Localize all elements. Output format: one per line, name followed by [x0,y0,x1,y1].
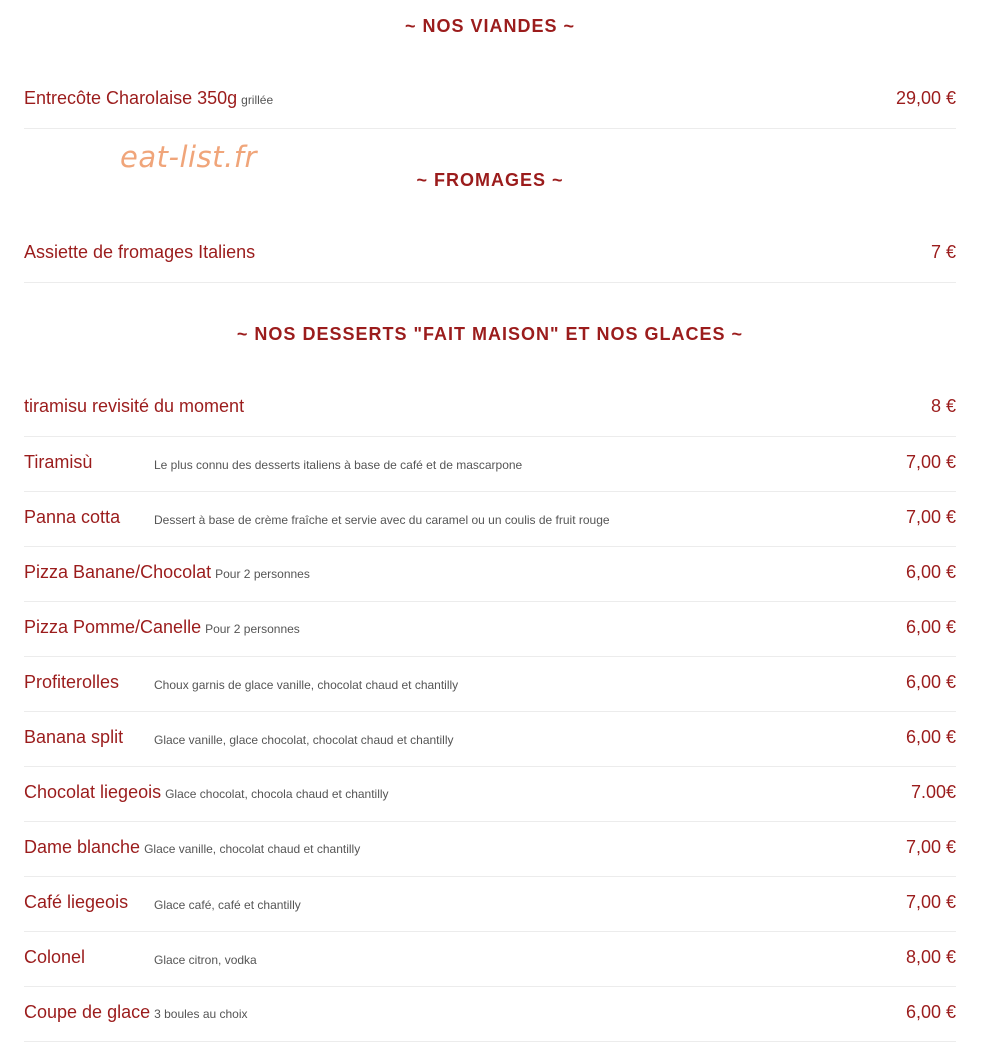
item-name: Colonel [24,947,86,967]
item-price: 7,00 € [905,837,956,857]
menu-item [24,225,956,283]
item-description: grillée [241,93,274,107]
menu-item [24,822,956,877]
menu-item [24,492,956,547]
item-name-wrap [24,562,310,583]
item-name: Panna cotta [24,507,121,527]
item-price: 7,00 € [905,452,956,472]
menu-item [24,987,956,1042]
item-price: 6,00 € [905,672,956,692]
item-name: Pizza Pomme/Canelle [24,617,202,637]
item-name: tiramisu revisité du moment [24,396,245,416]
watermark-logo: eat-list.fr [120,140,257,174]
item-price: 6,00 € [905,1002,956,1022]
menu-item [24,547,956,602]
item-price: 7.00€ [910,782,956,802]
item-name: Profiterolles [24,672,120,692]
item-description: Dessert à base de crème fraîche et servie avec du caramel ou un coulis de fruit rouge [154,513,610,527]
item-description: Choux garnis de glace vanille, chocolat chaud et chantilly [154,678,459,692]
item-description: Glace vanille, glace chocolat, chocolat chaud et chantilly [154,733,454,747]
item-description: Glace chocolat, chocola chaud et chantilly [165,787,389,801]
item-name: Café liegeois [24,892,129,912]
item-price: 7,00 € [905,892,956,912]
item-name: Entrecôte Charolaise 350g [24,88,238,108]
item-description: 3 boules au choix [154,1007,248,1021]
item-price: 8,00 € [905,947,956,967]
item-price: 29,00 € [895,88,956,108]
item-name: Banana split [24,727,124,747]
item-name: Pizza Banane/Chocolat [24,562,212,582]
item-name-wrap [24,617,300,638]
item-description: Pour 2 personnes [205,622,300,636]
item-name: Dame blanche [24,837,141,857]
section-title: ~ FROMAGES ~ [416,170,564,190]
menu-item [24,767,956,822]
menu-item [24,602,956,657]
item-description: Le plus connu des desserts italiens à base de café et de mascarpone [154,458,523,472]
menu-item [24,437,956,492]
item-price: 6,00 € [905,727,956,747]
item-description: Glace citron, vodka [154,953,257,967]
item-name-wrap [24,782,389,803]
item-price: 6,00 € [905,617,956,637]
item-name: Chocolat liegeois [24,782,162,802]
item-description: Glace café, café et chantilly [154,898,301,912]
item-name-wrap [24,1002,248,1023]
section-viandes [24,15,956,129]
item-price: 7,00 € [905,507,956,527]
menu-item [24,712,956,767]
menu-item [24,71,956,129]
item-name: Assiette de fromages Italiens [24,242,256,262]
section-desserts [24,283,956,1042]
item-price: 8 € [930,396,956,416]
item-name-wrap [24,88,273,109]
item-name-wrap [24,837,360,858]
menu-item [24,657,956,712]
section-title: ~ NOS VIANDES ~ [404,16,576,36]
item-name: Coupe de glace [24,1002,151,1022]
item-name: Tiramisù [24,452,93,472]
item-description: Glace vanille, chocolat chaud et chantilly [144,842,361,856]
item-price: 7 € [930,242,956,262]
item-description: Pour 2 personnes [215,567,310,581]
menu-item [24,932,956,987]
item-price: 6,00 € [905,562,956,582]
menu-item [24,379,956,437]
section-title: ~ NOS DESSERTS "FAIT MAISON" ET NOS GLACES ~ [236,324,744,344]
menu-item [24,877,956,932]
